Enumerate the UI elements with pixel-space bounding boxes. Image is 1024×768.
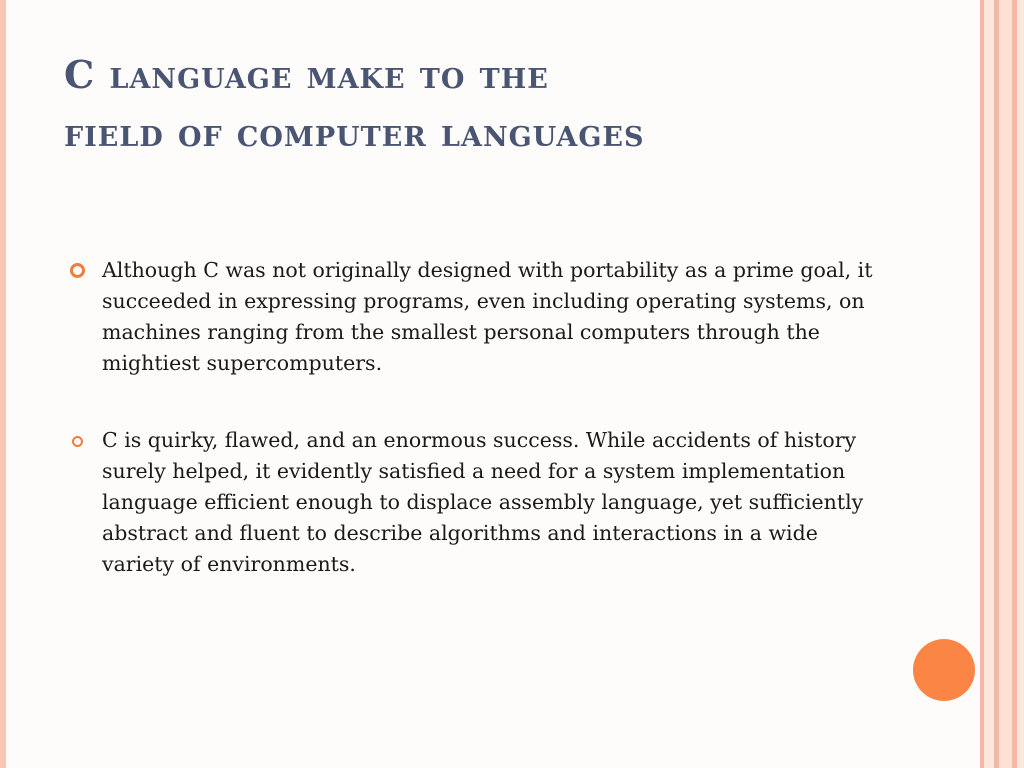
left-border-stripe	[0, 0, 6, 768]
bullet-list	[70, 255, 880, 626]
decorative-circle	[913, 639, 975, 701]
slide-title: C language make to the field of computer languages	[64, 52, 645, 155]
bullet-item	[70, 425, 880, 580]
bullet-circle-icon	[72, 436, 83, 447]
bullet-text: C is quirky, flawed, and an enormous success. While accidents of history surely helped, it evidently satisfied a need for a system implementation language efficient enough to displace assembly language, yet sufficiently abstract and fluent to describe algorithms and interactions in a wide variety of environments.	[102, 428, 864, 576]
bullet-item	[70, 255, 880, 379]
bullet-text: Although C was not originally designed with portability as a prime goal, it succeeded in expressing programs, even including operating systems, on machines ranging from the smallest personal computers through the mightiest supercomputers.	[102, 258, 873, 375]
bullet-circle-icon	[70, 263, 85, 278]
right-border-stripe	[1017, 0, 1024, 768]
right-border-stripe	[999, 0, 1012, 768]
right-border-stripe	[984, 0, 994, 768]
